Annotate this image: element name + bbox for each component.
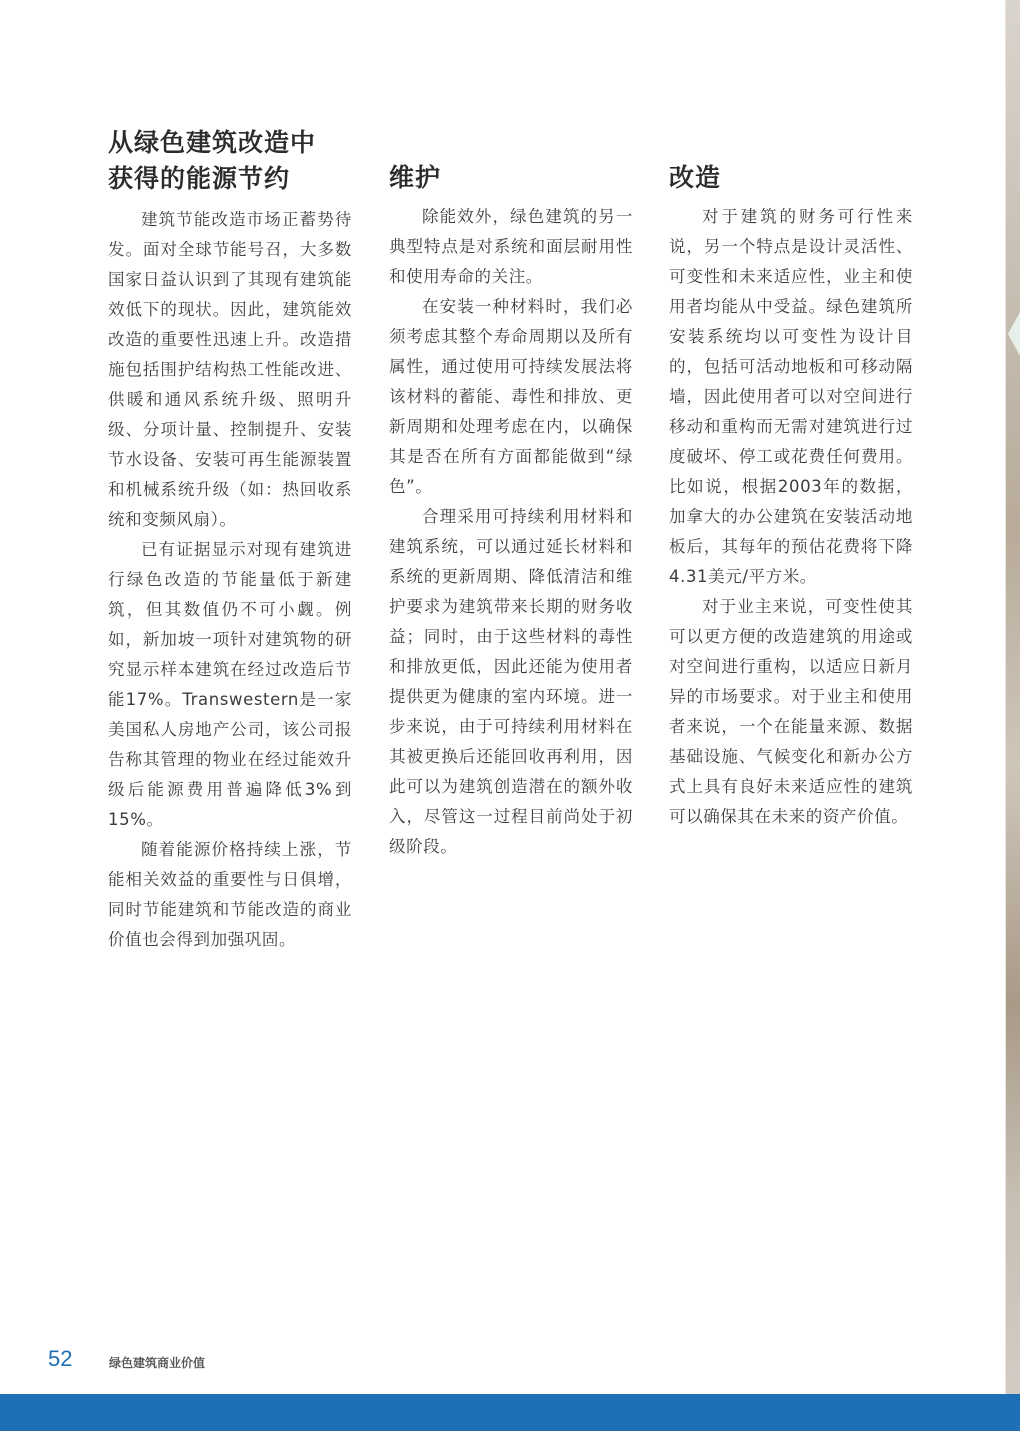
photo-detail-shape: [1008, 312, 1020, 356]
column-maintenance: [389, 160, 633, 862]
section-heading-maintenance: 维护: [389, 163, 442, 192]
column-renovation: [669, 160, 913, 832]
paragraph: 对于业主来说，可变性使其可以更方便的改造建筑的用途或对空间进行重构，以适应日新月异的市场要求。对于业主和使用者来说，一个在能量来源、数据基础设施、气候变化和新办公方式上具有良好未来适应性的建筑可以确保其在未来的资产价值。: [669, 597, 913, 826]
paragraph: 建筑节能改造市场正蓄势待发。面对全球节能号召，大多数国家日益认识到了其现有建筑能效低下的现状。因此，建筑能效改造的重要性迅速上升。改造措施包括围护结构热工性能改进、供暖和通风系统升级、照明升级、分项计量、控制提升、安装节水设备、安装可再生能源装置和机械系统升级（如：热回收系统和变频风扇）。: [108, 210, 352, 529]
running-footer-title: 绿色建筑商业价值: [109, 1356, 206, 1370]
section-heading-renovation: 改造: [669, 163, 722, 192]
paragraph: 在安装一种材料时，我们必须考虑其整个寿命周期以及所有属性，通过使用可持续发展法将该材料的蓄能、毒性和排放、更新周期和处理考虑在内，以确保其是否在所有方面都能做到“绿色”。: [389, 297, 633, 496]
footer-color-bar: [0, 1394, 1020, 1431]
heading-line-1: 从绿色建筑改造中: [108, 128, 317, 157]
edge-photo-strip: [1005, 0, 1020, 1395]
paragraph: 合理采用可持续利用材料和建筑系统，可以通过延长材料和系统的更新周期、降低清洁和维护要求为建筑带来长期的财务收益；同时，由于这些材料的毒性和排放更低，因此还能为使用者提供更为健康的室内环境。进一步来说，由于可持续利用材料在其被更换后还能回收再利用，因此可以为建筑创造潜在的额外收入，尽管这一过程目前尚处于初级阶段。: [389, 507, 633, 856]
column-energy-savings: [108, 125, 352, 955]
paragraph: 随着能源价格持续上涨，节能相关效益的重要性与日俱增，同时节能建筑和节能改造的商业价值也会得到加强巩固。: [108, 840, 352, 949]
paragraph: 对于建筑的财务可行性来说，另一个特点是设计灵活性、可变性和未来适应性，业主和使用者均能从中受益。绿色建筑所安装系统均以可变性为设计目的，包括可活动地板和可移动隔墙，因此使用者可以对空间进行移动和重构而无需对建筑进行过度破坏、停工或花费任何费用。比如说，根据2003年的数据，加拿大的办公建筑在安装活动地板后，其每年的预估花费将下降4.31美元/平方米。: [669, 207, 913, 586]
paragraph: 除能效外，绿色建筑的另一典型特点是对系统和面层耐用性和使用寿命的关注。: [389, 207, 633, 286]
page-number: 52: [48, 1346, 73, 1371]
section-heading-energy-savings: [108, 125, 352, 197]
heading-line-2: 获得的能源节约: [108, 164, 291, 193]
paragraph: 已有证据显示对现有建筑进行绿色改造的节能量低于新建筑，但其数值仍不可小觑。例如，新加坡一项针对建筑物的研究显示样本建筑在经过改造后节能17%。Transwestern是一家美国私人房地产公司，该公司报告称其管理的物业在经过能效升级后能源费用普遍降低3%到15%。: [108, 540, 352, 829]
